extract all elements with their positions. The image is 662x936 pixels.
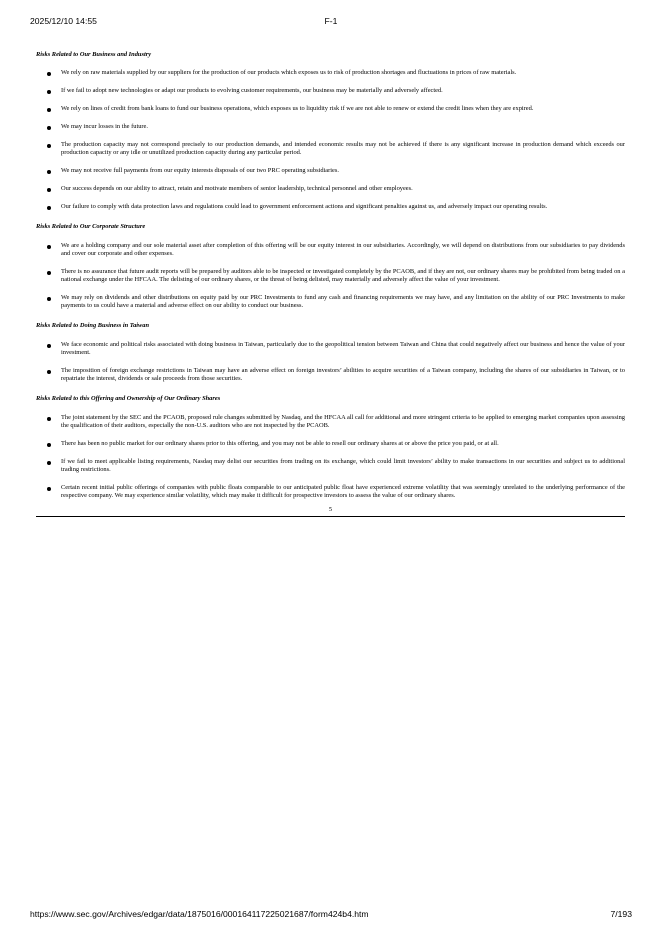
- section-business-industry: [36, 51, 625, 211]
- bullet-dot-icon: [47, 144, 51, 148]
- bullet-text: The joint statement by the SEC and the PCAOB, proposed rule changes submitted by Nasdaq, and the HFCAA all call for additional and more stringent criteria to be applied to emerging market companies upon assessing the qualification of their auditors, especially the non-U.S. auditors who are not inspected by the PCAOB.: [61, 414, 625, 429]
- bullet-list: [36, 414, 625, 500]
- bullet-text: We are a holding company and our sole material asset after completion of this offering will be our equity interest in our subsidiaries. Accordingly, we will depend on distributions from our subsidiaries to pay dividends and cover our corporate and other expenses.: [61, 242, 625, 257]
- page-divider: [36, 516, 625, 517]
- bullet-text: If we fail to meet applicable listing requirements, Nasdaq may delist our securities from trading on its exchange, which could limit investors’ ability to make transactions in our securities and subject us to additional trading restrictions.: [61, 458, 625, 473]
- print-title: F-1: [324, 16, 338, 26]
- bullet-dot-icon: [47, 90, 51, 94]
- bullet-dot-icon: [47, 461, 51, 465]
- bullet-text: We may incur losses in the future.: [61, 123, 148, 130]
- section-heading: Risks Related to Doing Business in Taiwan: [36, 322, 150, 329]
- bullet-dot-icon: [47, 72, 51, 76]
- bullet-list: [36, 341, 625, 383]
- section-taiwan: [36, 322, 625, 383]
- bullet-text: The production capacity may not correspond precisely to our production demands, and intended economic results may not be achieved if there is any significant increase in production demand which exceeds our production capacity or any idle or unutilized production capacity during any particular period.: [61, 141, 625, 156]
- bullet-dot-icon: [47, 297, 51, 301]
- bullet-item: [36, 294, 625, 310]
- bullet-item: [36, 341, 625, 357]
- bullet-text: We may rely on dividends and other distributions on equity paid by our PRC Investments to fund any cash and financing requirements we may have, and any limitation on the ability of our PRC Investments to make payments to us could have a material and adverse effect on our ability to conduct our business.: [61, 294, 625, 309]
- bullet-dot-icon: [47, 344, 51, 348]
- bullet-text: We rely on lines of credit from bank loans to fund our business operations, which exposes us to liquidity risk if we are not able to renew or extend the credit lines when they are expired.: [61, 105, 534, 112]
- print-datetime: 2025/12/10 14:55: [30, 16, 97, 26]
- bullet-item: [36, 123, 625, 131]
- bullet-item: [36, 203, 625, 211]
- bullet-list: [36, 69, 625, 211]
- bullet-dot-icon: [47, 487, 51, 491]
- bullet-item: [36, 242, 625, 258]
- document-body: [36, 51, 625, 517]
- print-footer: [30, 909, 632, 921]
- bullet-dot-icon: [47, 443, 51, 447]
- bullet-item: [36, 141, 625, 157]
- bullet-dot-icon: [47, 170, 51, 174]
- bullet-dot-icon: [47, 206, 51, 210]
- bullet-item: [36, 105, 625, 113]
- bullet-item: [36, 185, 625, 193]
- bullet-dot-icon: [47, 417, 51, 421]
- bullet-text: There has been no public market for our ordinary shares prior to this offering, and you may not be able to resell our ordinary shares at or above the price you paid, or at all.: [61, 440, 499, 447]
- bullet-item: [36, 458, 625, 474]
- bullet-dot-icon: [47, 126, 51, 130]
- bullet-dot-icon: [47, 188, 51, 192]
- section-corporate-structure: [36, 223, 625, 310]
- section-heading: Risks Related to Our Corporate Structure: [36, 223, 146, 230]
- bullet-text: Our success depends on our ability to attract, retain and motivate members of senior leadership, technical personnel and other employees.: [61, 185, 413, 192]
- bullet-text: We face economic and political risks associated with doing business in Taiwan, particularly due to the geopolitical tension between Taiwan and China that could negatively affect our business and hence the value of your investment.: [61, 341, 625, 356]
- bullet-item: [36, 69, 625, 77]
- bullet-text: We rely on raw materials supplied by our suppliers for the production of our products which exposes us to risk of production shortages and fluctuations in prices of raw materials.: [61, 69, 517, 76]
- bullet-item: [36, 167, 625, 175]
- bullet-text: If we fail to adopt new technologies or adapt our products to evolving customer requirements, our business may be materially and adversely affected.: [61, 87, 443, 94]
- bullet-dot-icon: [47, 271, 51, 275]
- bullet-text: The imposition of foreign exchange restrictions in Taiwan may have an adverse effect on foreign investors’ abilities to acquire securities of a Taiwan company, including the shares of our subsidiaries in Taiwan, or to repatriate the interest, dividends or sale proceeds from those securities.: [61, 367, 625, 382]
- bullet-dot-icon: [47, 245, 51, 249]
- bullet-dot-icon: [47, 108, 51, 112]
- page-number: 5: [328, 506, 333, 513]
- bullet-text: There is no assurance that future audit reports will be prepared by auditors able to be inspected or investigated completely by the PCAOB, and if they are not, our ordinary shares may be prohibited from being traded on a national exchange under the HFCAA. The delisting of our ordinary shares, or the threat of being delisted, may materially and adversely affect the value of your investment.: [61, 268, 625, 283]
- bullet-item: [36, 414, 625, 430]
- print-url: https://www.sec.gov/Archives/edgar/data/1875016/000164117225021687/form424b4.htm: [30, 909, 369, 919]
- print-header: [30, 16, 632, 28]
- bullet-text: Certain recent initial public offerings of companies with public floats comparable to our anticipated public float have experienced extreme volatility that was seemingly unrelated to the underlying performance of the respective company. We may experience similar volatility, which may make it difficult for prospective investors to assess the value of our ordinary shares.: [61, 484, 625, 499]
- bullet-item: [36, 367, 625, 383]
- bullet-text: We may not receive full payments from our equity interests disposals of our two PRC operating subsidiaries.: [61, 167, 339, 174]
- section-offering: [36, 395, 625, 500]
- print-page-count: 7/193: [610, 909, 632, 919]
- bullet-dot-icon: [47, 370, 51, 374]
- bullet-item: [36, 440, 625, 448]
- bullet-item: [36, 484, 625, 500]
- bullet-item: [36, 87, 625, 95]
- section-heading: Risks Related to Our Business and Industry: [36, 51, 152, 58]
- bullet-list: [36, 242, 625, 310]
- section-heading: Risks Related to this Offering and Ownership of Our Ordinary Shares: [36, 395, 221, 402]
- bullet-item: [36, 268, 625, 284]
- bullet-text: Our failure to comply with data protection laws and regulations could lead to government enforcement actions and significant penalties against us, and adversely impact our operating results.: [61, 203, 548, 210]
